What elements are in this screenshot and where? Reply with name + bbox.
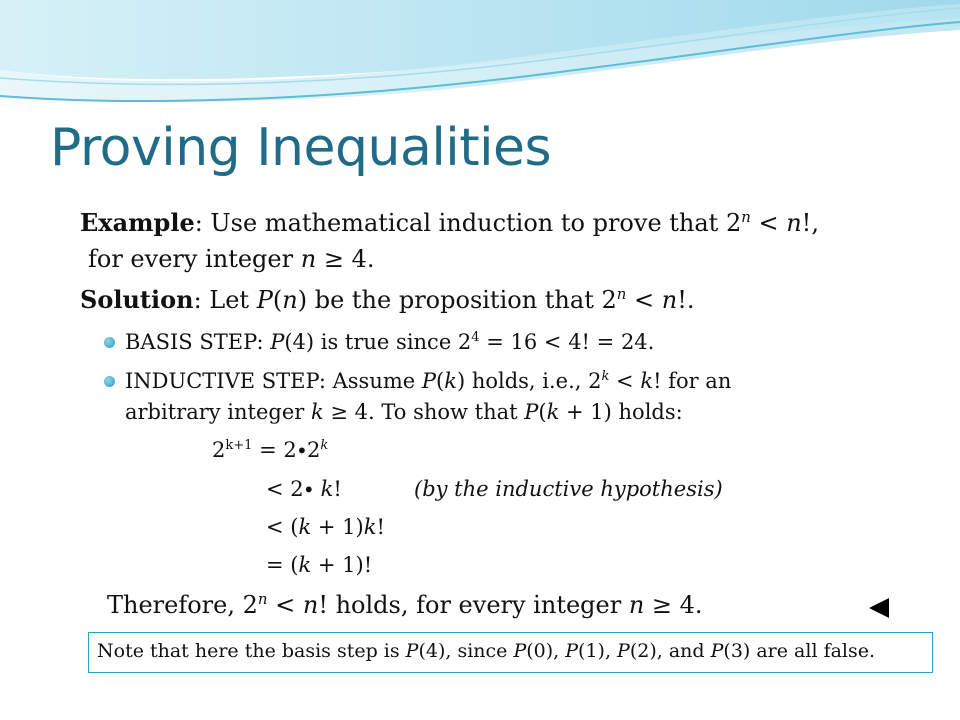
slide-title: Proving Inequalities (50, 118, 552, 178)
inductive-step-line-1: INDUCTIVE STEP: Assume P(k) holds, i.e., $2^k < k$! for an (125, 369, 732, 393)
derivation-row-1: $2^{k+1} = 2\cdot 2^k$ (212, 438, 329, 462)
note-box: Note that here the basis step is P(4), since P(0), P(1), P(2), and P(3) are all false. (88, 632, 933, 673)
derivation-row-4: = (k + 1)! (266, 553, 373, 577)
derivation-row-3: < (k + 1)k! (266, 515, 385, 539)
example-label: Example (80, 208, 195, 237)
bullet-dot-icon (104, 376, 115, 387)
example-line-2: for every integer n ≥ 4. (88, 245, 375, 273)
conclusion-line: Therefore, $2^n < n$! holds, for every integer n ≥ 4. (107, 590, 703, 619)
inductive-step-line-2: arbitrary integer k ≥ 4. To show that P(k + 1) holds: (125, 400, 683, 424)
header-wave-decoration (0, 0, 960, 115)
example-line-1: Example: Use mathematical induction to prove that $2^n < n$!, (80, 208, 819, 237)
solution-label: Solution (80, 285, 194, 314)
derivation-row-2: < 2∙ k! (266, 477, 342, 501)
derivation-annotation: (by the inductive hypothesis) (414, 477, 723, 501)
back-triangle-icon[interactable] (869, 598, 889, 618)
bullet-dot-icon (104, 337, 115, 348)
basis-step-line: BASIS STEP: P(4) is true since $2^4 = 16 < 4$! = 24. (125, 330, 655, 354)
solution-line: Solution: Let P(n) be the proposition that $2^n < n$!. (80, 285, 695, 314)
